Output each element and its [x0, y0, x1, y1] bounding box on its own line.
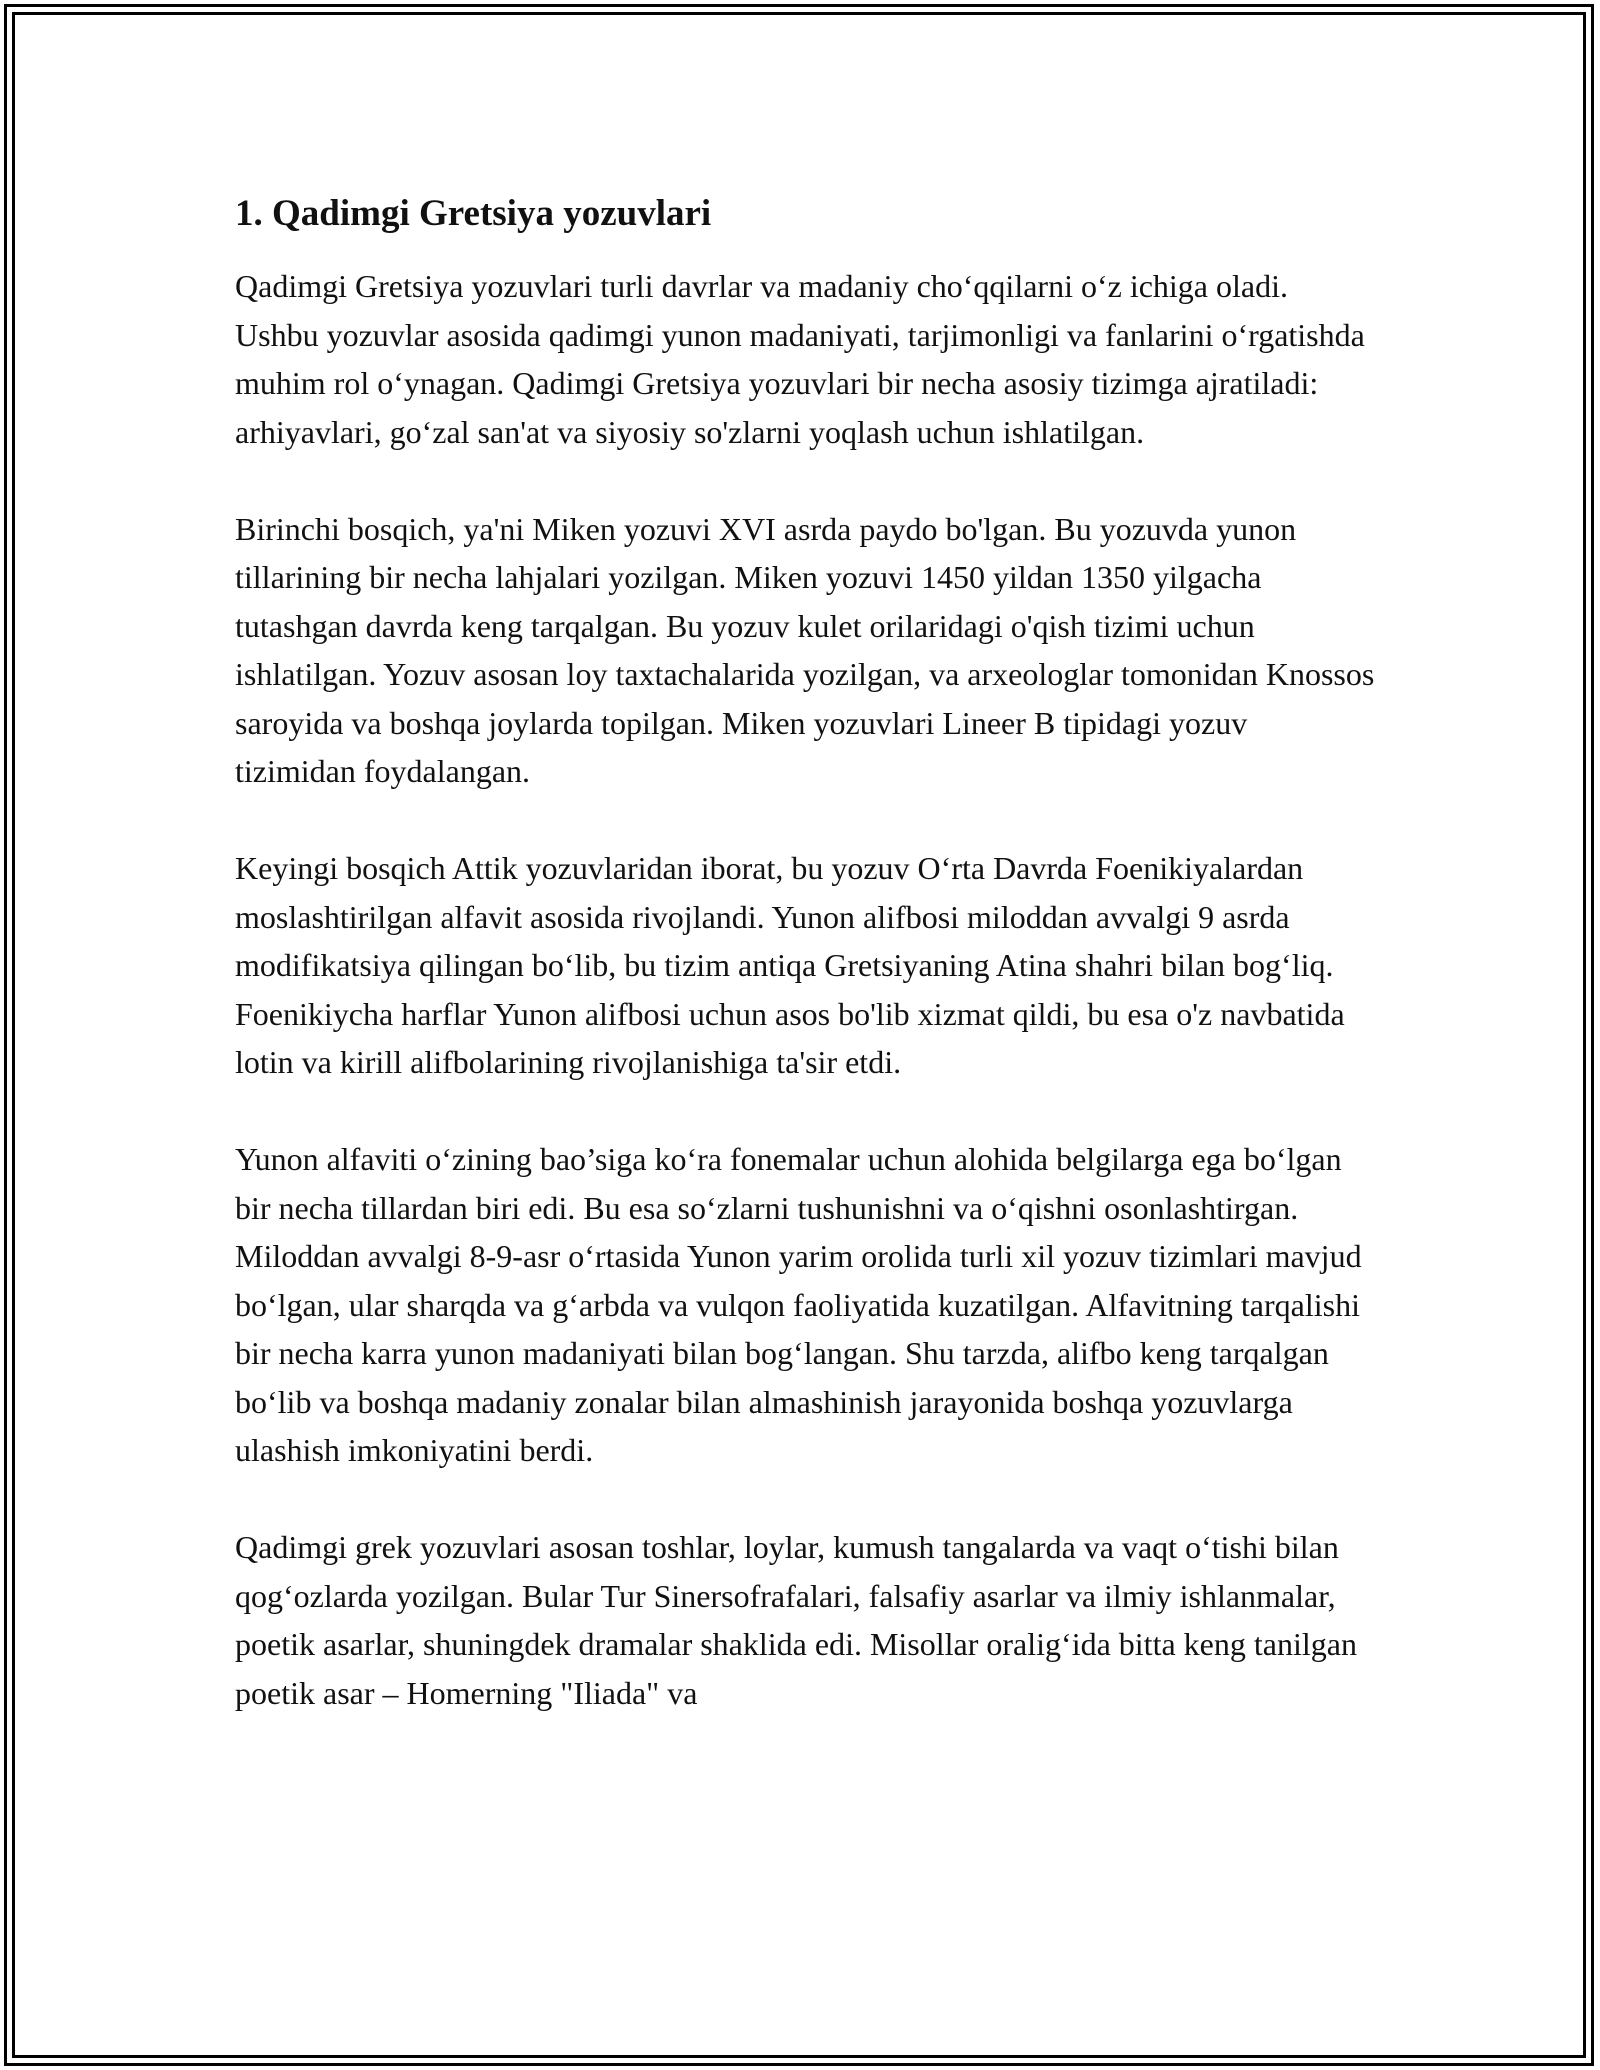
- paragraph-2: Birinchi bosqich, ya'ni Miken yozuvi XVI asrda paydo bo'lgan. Bu yozuvda yunon tillarining bir necha lahjalari yozilgan. Miken yozuvi 1450 yildan 1350 yilgacha tutashgan davrda keng tarqalgan. Bu yozuv kulet orilaridagi o'qish tizimi uchun ishlatilgan. Yozuv asosan loy taxtachalarida yozilgan, va arxeologlar tomonidan Knossos saroyida va boshqa joylarda topilgan. Miken yozuvlari Lineer B tipidagi yozuv tizimidan foydalangan.: [235, 510, 1375, 789]
- paragraph-3: Keyingi bosqich Attik yozuvlaridan iborat, bu yozuv O‘rta Davrda Foenikiyalardan moslashtirilgan alfavit asosida rivojlandi. Yunon alifbosi miloddan avvalgi 9 asrda modifikatsiya qilingan bo‘lib, bu tizim antiqa Gretsiyaning Atina shahri bilan bog‘liq. Foenikiycha harflar Yunon alifbosi uchun asos bo'lib xizmat qildi, bu esa o'z navbatida lotin va kirill alifbolarining rivojlanishiga ta'sir etdi.: [235, 850, 1345, 1080]
- paragraph-1: Qadimgi Gretsiya yozuvlari turli davrlar va madaniy cho‘qqilarni o‘z ichiga oladi. Ushbu yozuvlar asosida qadimgi yunon madaniyati, tarjimonligi va fanlarini o‘rgatishda muhim rol o‘ynagan. Qadimgi Gretsiya yozuvlari bir necha asosiy tizimga ajratiladi: arhiyavlari, go‘zal san'at va siyosiy so'zlarni yoqlash uchun ishlatilgan.: [235, 268, 1365, 450]
- paragraph-4: Yunon alfaviti o‘zining bao’siga ko‘ra fonemalar uchun alohida belgilarga ega bo‘lgan bir necha tillardan biri edi. Bu esa so‘zlarni tushunishni va o‘qishni osonlashtirgan. Miloddan avvalgi 8-9-asr o‘rtasida Yunon yarim orolida turli xil yozuv tizimlari mavjud bo‘lgan, ular sharqda va g‘arbda va vulqon faoliyatida kuzatilgan. Alfavitning tarqalishi bir necha karra yunon madaniyati bilan bog‘langan. Shu tarzda, alifbo keng tarqalgan bo‘lib va boshqa madaniy zonalar bilan almashinish jarayonida boshqa yozuvlarga ulashish imkoniyatini berdi.: [235, 1141, 1362, 1468]
- paragraph-5: Qadimgi grek yozuvlari asosan toshlar, loylar, kumush tangalarda va vaqt o‘tishi bilan qog‘ozlarda yozilgan. Bular Tur Sinersofrafalari, falsafiy asarlar va ilmiy ishlanmalar, poetik asarlar, shuningdek dramalar shaklida edi. Misollar oralig‘ida bitta keng tanilgan poetik asar – Homerning "Iliada" va: [235, 1529, 1357, 1711]
- document-body: [235, 190, 1375, 1717]
- section-heading: 1. Qadimgi Gretsiya yozuvlari: [235, 193, 712, 234]
